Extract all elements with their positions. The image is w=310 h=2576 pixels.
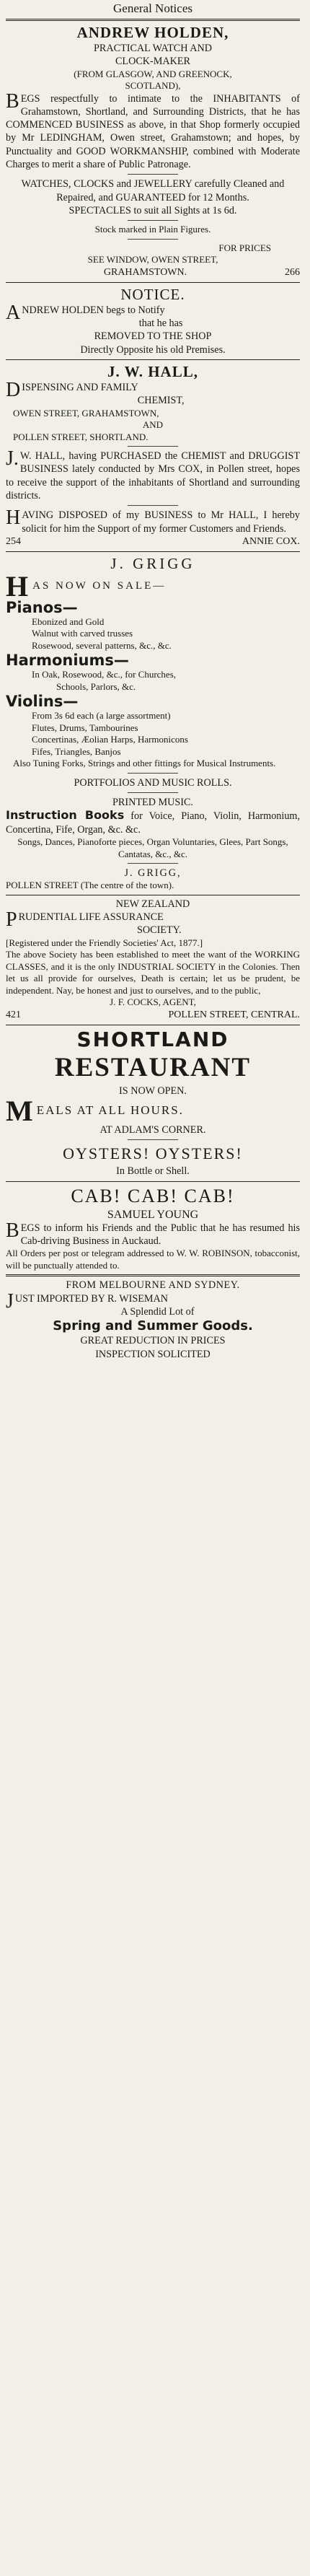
- grigg-pianos1: Ebonized and Gold: [32, 615, 105, 627]
- divider: [6, 551, 300, 552]
- holden-line4: SCOTLAND),: [125, 80, 181, 92]
- wiseman-advert: [6, 1279, 300, 1360]
- holden-body: EGS respectfully to intimate to the INHABITANTS of Grahamstown, Shortland, and Surrounding Districts, that he has COMMENCED BUSINESS as above, in that Shop formerly occupied by Mr LEDINGHAM, Owen street, Grahamstown; and hopes, by Punctuality and GOOD WORKMANSHIP, combined with Moderate Charges to merit a share of Public Patronage.: [6, 92, 300, 171]
- cab-orders: All Orders per post or telegram addressed to W. W. ROBINSON, tobacconist, will be punctually attended to.: [6, 1248, 300, 1271]
- prudential-advert: [6, 898, 300, 1022]
- drop-cap: B: [6, 89, 19, 113]
- restaurant-open: IS NOW OPEN.: [119, 1085, 187, 1097]
- grigg-instruction-bold: Instruction Books: [6, 808, 125, 823]
- nz-num: 421: [6, 1009, 21, 1020]
- nz-line2: RUDENTIAL LIFE ASSURANCE: [18, 911, 164, 924]
- grigg-songs: Songs, Dances, Pianoforte pieces, Organ Voluntaries, Glees, Part Songs, Cantatas, &c., &c.: [17, 836, 288, 859]
- divider: [128, 174, 178, 175]
- holden-stock: Stock marked in Plain Figures.: [94, 224, 211, 235]
- grigg-printed: PRINTED MUSIC.: [112, 797, 193, 809]
- divider: [128, 239, 178, 240]
- hall-title: J. W. HALL,: [107, 362, 198, 380]
- holden-town: GRAHAMSTOWN.: [103, 266, 187, 278]
- cab-advert: [6, 1184, 300, 1272]
- holden-spectacles: SPECTACLES to suit all Sights at 1s 6d.: [68, 204, 237, 216]
- divider: [6, 359, 300, 360]
- grigg-vio1: From 3s 6d each (a large assortment): [32, 710, 171, 722]
- wiseman-head: FROM MELBOURNE AND SYDNEY.: [66, 1279, 240, 1292]
- masthead: General Notices: [113, 1, 192, 15]
- drop-cap: H: [6, 569, 31, 603]
- restaurant-adlam: AT ADLAM'S CORNER.: [99, 1124, 206, 1136]
- holden-num: 266: [285, 266, 300, 278]
- restaurant-advert: [6, 1028, 300, 1178]
- wiseman-line2: A Splendid Lot of: [120, 1306, 195, 1318]
- wiseman-line5: INSPECTION SOLICITED: [95, 1348, 211, 1360]
- holden-line3: (FROM GLASGOW, AND GREENOCK,: [74, 68, 232, 79]
- restaurant-shell: In Bottle or Shell.: [116, 1165, 190, 1178]
- notice-line3: REMOVED TO THE SHOP: [94, 330, 212, 343]
- grigg-vio3: Concertinas, Æolian Harps, Harmonicons: [32, 734, 188, 745]
- wiseman-line4: GREAT REDUCTION IN PRICES: [80, 1335, 226, 1347]
- hall-line4: AND: [142, 419, 164, 431]
- drop-cap: M: [6, 1095, 35, 1127]
- nz-line1: NEW ZEALAND: [115, 898, 190, 910]
- drop-cap: J: [6, 1289, 14, 1313]
- divider: [128, 863, 178, 864]
- holden-see: SEE WINDOW, OWEN STREET,: [87, 254, 218, 266]
- notice-advert: [6, 285, 300, 356]
- divider: [6, 282, 300, 283]
- grigg-harmoniums: Harmoniums—: [6, 652, 129, 670]
- divider: [128, 220, 178, 221]
- holden-line1: PRACTICAL WATCH AND: [94, 43, 212, 54]
- divider: [128, 1139, 178, 1140]
- grigg-pianos: Pianos—: [6, 598, 78, 616]
- grigg-portfolios: PORTFOLIOS AND MUSIC ROLLS.: [74, 776, 232, 789]
- notice-line1: NDREW HOLDEN begs to Notify: [22, 304, 165, 316]
- holden-services: WATCHES, CLOCKS and JEWELLERY carefully Cleaned and Repaired, and GUARANTEED for 12 Months.: [21, 178, 285, 203]
- grigg-pianos3: Rosewood, several patterns, &c., &c.: [32, 639, 172, 651]
- grigg-pianos2: Walnut with carved trusses: [32, 628, 133, 639]
- grigg-address: POLLEN STREET (The centre of the town).: [6, 880, 174, 891]
- restaurant-title: RESTAURANT: [54, 1052, 252, 1082]
- divider: [6, 1274, 300, 1276]
- hall-line3: OWEN STREET, GRAHAMSTOWN,: [13, 407, 159, 419]
- nz-body: The above Society has been established to meet the want of the WORKING CLASSES, and it is the only INDUSTRIAL SOCIETY in the Colonies. Then let us all provide for ourselves, Death is certain; let us be prudent, be independent. Nay, be honest and just to ourselves, and to the public,: [6, 949, 300, 996]
- divider: [128, 792, 178, 793]
- hall-sign: ANNIE COX.: [242, 535, 300, 547]
- grigg-line1: AS NOW ON SALE—: [32, 579, 167, 592]
- hall-num: 254: [6, 535, 21, 547]
- holden-line2: CLOCK-MAKER: [115, 56, 191, 68]
- grigg-advert: [6, 554, 300, 892]
- restaurant-shortland: SHORTLAND: [76, 1027, 229, 1051]
- grigg-sign: J. GRIGG,: [124, 867, 182, 880]
- grigg-vio2: Flutes, Drums, Tambourines: [32, 722, 138, 733]
- drop-cap: A: [6, 301, 21, 324]
- drop-cap: P: [6, 908, 17, 932]
- nz-agent: J. F. COCKS, AGENT,: [110, 996, 196, 1008]
- notice-line4: Directly Opposite his old Premises.: [80, 343, 226, 356]
- hall-body: W. HALL, having PURCHASED the CHEMIST and DRUGGIST BUSINESS lately conducted by Mrs COX, in Pollen street, hopes to receive the support of the inhabitants of Shortland and surrounding districts.: [6, 450, 300, 501]
- cab-name: SAMUEL YOUNG: [107, 1208, 199, 1221]
- grigg-harm2: Schools, Parlors, &c.: [56, 680, 136, 692]
- holden-prices: FOR PRICES: [218, 242, 271, 253]
- divider: [128, 773, 178, 774]
- nz-street: POLLEN STREET, CENTRAL.: [168, 1009, 300, 1020]
- divider: [6, 19, 300, 21]
- hall-line2: CHEMIST,: [137, 395, 185, 407]
- grigg-harm1: In Oak, Rosewood, &c., for Churches,: [32, 669, 177, 680]
- grigg-vio5: Also Tuning Forks, Strings and other fittings for Musical Instruments.: [13, 758, 276, 769]
- hall-advert: [6, 362, 300, 548]
- hall-line1: ISPENSING AND FAMILY: [22, 381, 138, 393]
- divider: [6, 1181, 300, 1182]
- grigg-title: J. GRIGG: [110, 554, 195, 572]
- holden-advert: [6, 23, 300, 279]
- holden-title: ANDREW HOLDEN,: [76, 24, 229, 41]
- cab-body: EGS to inform his Friends and the Public that he has resumed his Cab-driving Business in Auckaud.: [20, 1222, 300, 1248]
- restaurant-meals: EALS AT ALL HOURS.: [36, 1103, 184, 1117]
- wiseman-line3: Spring and Summer Goods.: [53, 1318, 253, 1334]
- drop-cap: H: [6, 507, 21, 530]
- divider: [128, 505, 178, 506]
- nz-reg: [Registered under the Friendly Societies' Act, 1877.]: [6, 937, 203, 948]
- notice-title: NOTICE.: [120, 285, 185, 303]
- restaurant-oysters: OYSTERS! OYSTERS!: [63, 1144, 243, 1163]
- grigg-instruction: for Voice, Piano, Violin, Harmonium, Concertina, Fife, Organ, &c. &c.: [6, 810, 300, 836]
- notice-line2: that he has: [138, 317, 183, 330]
- wiseman-line1: UST IMPORTED BY R. WISEMAN: [14, 1292, 169, 1305]
- grigg-vio4: Fifes, Triangles, Banjos: [32, 745, 121, 757]
- grigg-violins: Violins—: [6, 693, 79, 711]
- drop-cap: J.: [6, 447, 19, 470]
- divider: [128, 446, 178, 447]
- hall-line5: POLLEN STREET, SHORTLAND.: [13, 431, 149, 442]
- drop-cap: D: [6, 378, 21, 401]
- nz-line3: SOCIETY.: [136, 924, 182, 937]
- drop-cap: B: [6, 1219, 19, 1242]
- hall-body2: AVING DISPOSED of my BUSINESS to Mr HALL, I hereby solicit for him the Support of my former Customers and Friends.: [22, 509, 300, 535]
- cab-title: CAB! CAB! CAB!: [71, 1185, 235, 1206]
